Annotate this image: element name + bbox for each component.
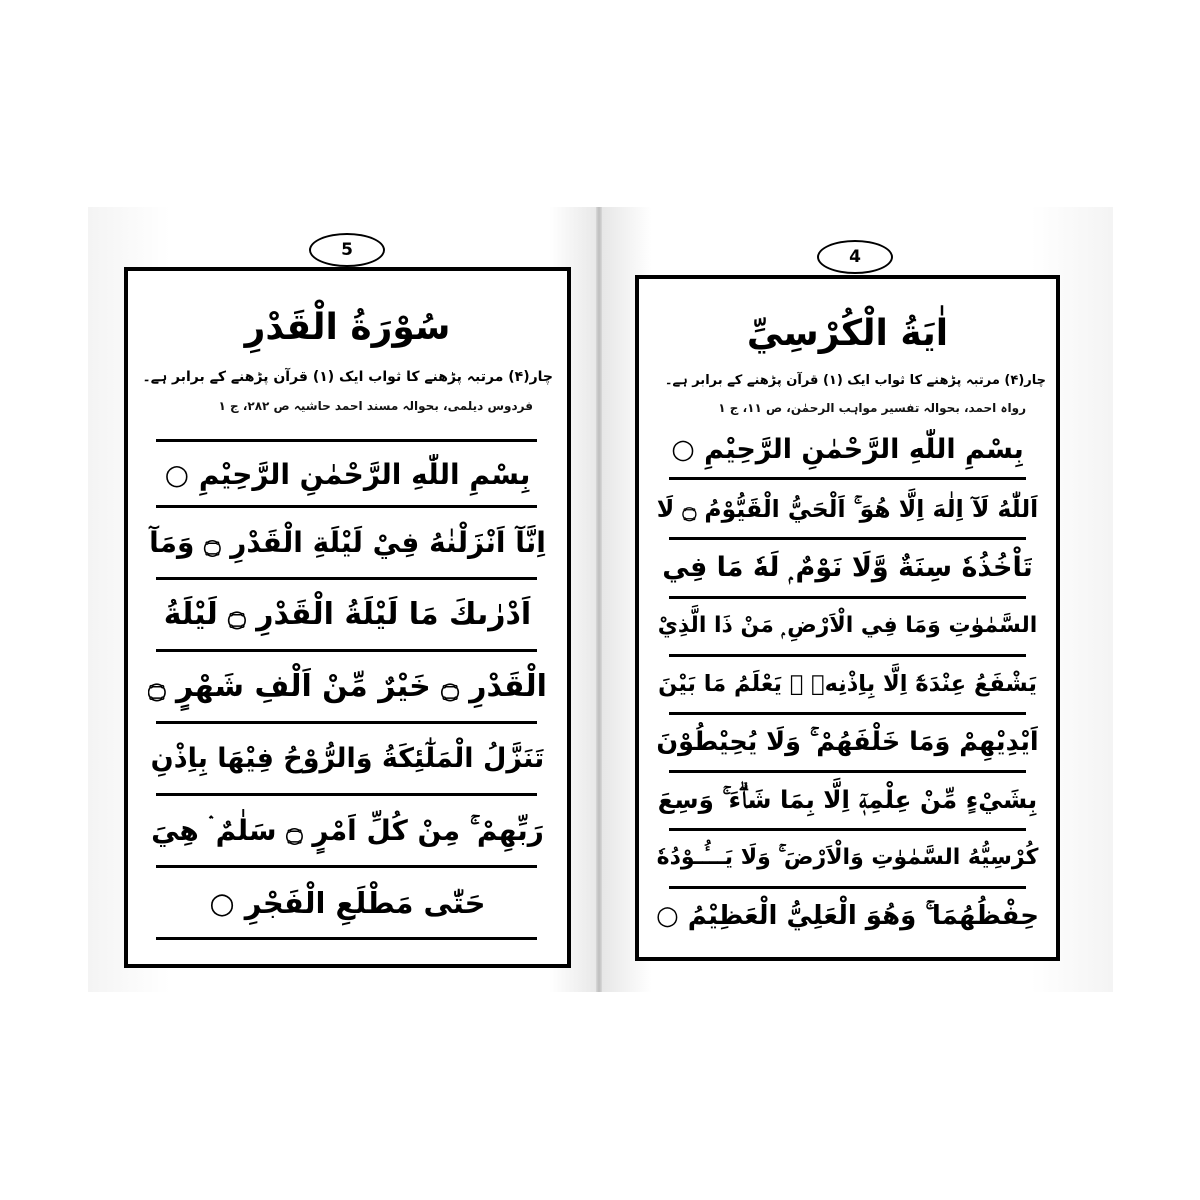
verse-line-5: تَنَزَّلُ الْمَلٰٓئِكَةُ وَالرُّوْحُ فِيْهَا بِاِذْنِ (150, 743, 545, 774)
divider-rule (156, 721, 537, 724)
divider-rule (669, 596, 1026, 599)
reference-note: رواہ احمد، بحوالہ تفسیر مواہب الرحمٰن، ص ۱۱، ج ۱ (718, 401, 1026, 415)
verse-line-7: حَتّٰى مَطْلَعِ الْفَجْرِ ○ (209, 886, 486, 920)
divider-rule (156, 649, 537, 652)
verse-line-3: اَدْرٰىكَ مَا لَيْلَةُ الْقَدْرِ ۝ لَيْلَةُ (163, 597, 532, 632)
divider-rule (669, 770, 1026, 773)
verse-line-1: بِسْمِ اللّٰهِ الرَّحْمٰنِ الرَّحِيْمِ ○ (164, 458, 531, 491)
page-number-badge-left: 5 (309, 233, 385, 267)
divider-rule (156, 577, 537, 580)
divider-rule (669, 537, 1026, 540)
book-spine (596, 207, 602, 992)
verse-line-6: اَيْدِيْهِمْ وَمَا خَلْفَهُمْ ۚ وَلَا يُحِيْطُوْنَ (656, 727, 1039, 757)
ayah-title: اٰيَةُ الْكُرْسِيِّ (746, 313, 949, 354)
verse-line-7: بِشَيْءٍ مِّنْ عِلْمِهٖٓ اِلَّا بِمَا شَاۗءَ ۚ وَسِعَ (657, 785, 1038, 814)
page-frame-right (635, 275, 1060, 961)
verse-line-5: يَشْفَعُ عِنْدَهٗٓ اِلَّا بِاِذْنِهٖ ۭ يَعْلَمُ مَا بَيْنَ (658, 671, 1037, 697)
divider-rule (669, 886, 1026, 889)
divider-rule (156, 937, 537, 940)
divider-rule (156, 865, 537, 868)
page-number-badge-right: 4 (817, 240, 893, 274)
merit-note: چار(۴) مرتبہ پڑھنے کا ثواب ایک (۱) قرآن پڑھنے کے برابر ہے۔ (142, 369, 553, 385)
verse-line-3: تَاْخُذُهٗ سِنَةٌ وَّلَا نَوْمٌ ۭ لَهٗ مَا فِي (662, 552, 1033, 583)
verse-line-9: حِفْظُهُمَا ۚ وَهُوَ الْعَلِيُّ الْعَظِيْمُ ○ (656, 901, 1039, 931)
page-frame-left (124, 267, 571, 968)
divider-rule (669, 654, 1026, 657)
verse-line-4: الْقَدْرِ ۝ خَيْرٌ مِّنْ اَلْفِ شَهْرٍ ۝ (148, 669, 547, 704)
divider-rule (156, 505, 537, 508)
verse-line-1: بِسْمِ اللّٰهِ الرَّحْمٰنِ الرَّحِيْمِ ○ (671, 434, 1024, 465)
divider-rule (156, 793, 537, 796)
divider-rule (669, 477, 1026, 480)
divider-rule (156, 439, 537, 442)
surah-title: سُوْرَةُ الْقَدْرِ (244, 307, 451, 348)
verse-line-2: اَللّٰهُ لَآ اِلٰهَ اِلَّا هُوَ ۚ اَلْحَيُّ الْقَيُّوْمُ ۝ لَا (656, 495, 1039, 523)
verse-line-8: كُرْسِيُّهُ السَّمٰوٰتِ وَالْاَرْضَ ۚ وَلَا يَـــُٔـوْدُهٗ (656, 845, 1039, 870)
divider-rule (669, 712, 1026, 715)
verse-line-4: السَّمٰوٰتِ وَمَا فِي الْاَرْضِ ۭ مَنْ ذَا الَّذِيْ (657, 613, 1038, 638)
verse-line-2: اِنَّآ اَنْزَلْنٰهُ فِيْ لَيْلَةِ الْقَدْرِ ۝ وَمَآ (149, 526, 546, 559)
reference-note: فردوس دیلمی، بحوالہ مسند احمد حاشیہ ص ۲۸۲، ج ۱ (218, 399, 533, 413)
merit-note: چار(۴) مرتبہ پڑھنے کا ثواب ایک (۱) قرآن پڑھنے کے برابر ہے۔ (664, 373, 1046, 388)
divider-rule (669, 828, 1026, 831)
verse-line-6: رَبِّهِمْ ۚ مِنْ كُلِّ اَمْرٍ ۝ سَلٰمٌ ۛ هِيَ (151, 814, 544, 847)
